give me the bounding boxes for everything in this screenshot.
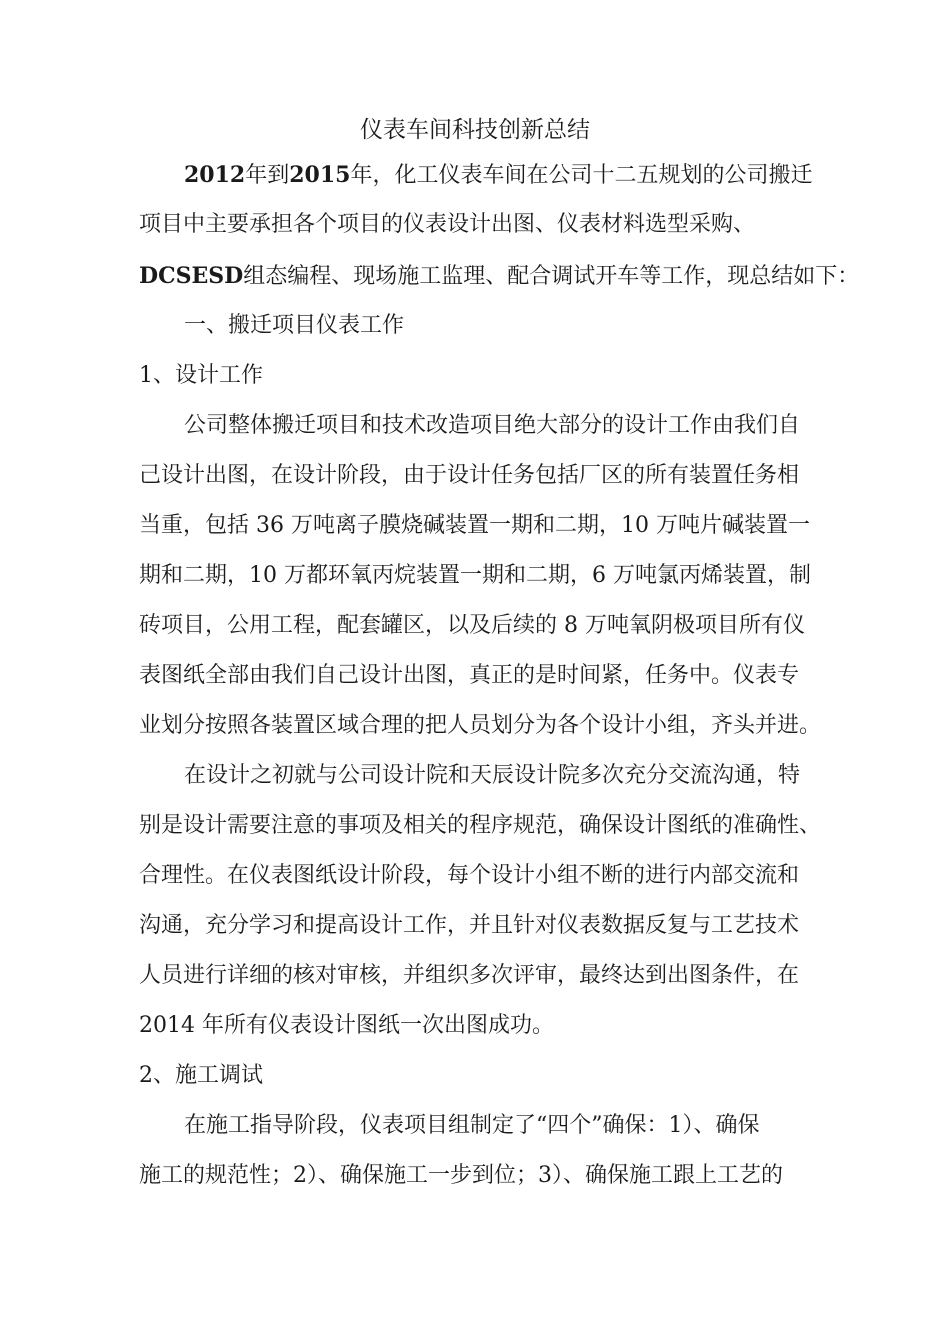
- para1-line: 当重，包括 36 万吨离子膜烧碱装置一期和二期，10 万吨片碱装置一: [139, 513, 810, 538]
- subsection-1-heading: 1、设计工作: [139, 363, 263, 388]
- para2-line: 2014 年所有仪表设计图纸一次出图成功。: [139, 1013, 554, 1038]
- para1-line: 期和二期，10 万都环氧丙烷装置一期和二期，6 万吨氯丙烯装置，制: [139, 563, 811, 588]
- intro-line-3-text: 组态编程、现场施工监理、配合调试开车等工作，现总结如下：: [243, 264, 860, 289]
- para1-line: 表图纸全部由我们自己设计出图，真正的是时间紧，任务中。仪表专: [139, 663, 800, 688]
- para2-line: 人员进行详细的核对审核，并组织多次评审，最终达到出图条件，在: [139, 963, 800, 988]
- intro-text-1: 年到: [245, 163, 290, 188]
- para1-line: 业划分按照各装置区域合理的把人员划分为各个设计小组，齐头并进。: [139, 713, 822, 738]
- para3-line: 在施工指导阶段，仪表项目组制定了“四个”确保：1）、确保: [184, 1113, 760, 1138]
- para1-line: 己设计出图，在设计阶段，由于设计任务包括厂区的所有装置任务相: [139, 463, 800, 488]
- para3-line: 施工的规范性；2）、确保施工一步到位；3）、确保施工跟上工艺的: [139, 1163, 783, 1188]
- intro-dcs: DCSESD: [139, 263, 244, 289]
- section-1-heading: 一、搬迁项目仪表工作: [184, 313, 405, 338]
- para1-line: 公司整体搬迁项目和技术改造项目绝大部分的设计工作由我们自: [184, 413, 801, 438]
- intro-year-end: 2015: [289, 162, 351, 188]
- intro-line-2: 项目中主要承担各个项目的仪表设计出图、仪表材料选型采购、: [139, 212, 756, 237]
- para2-line: 在设计之初就与公司设计院和天辰设计院多次充分交流沟通，特: [184, 763, 801, 788]
- intro-line-1: [184, 158, 813, 193]
- para2-line: 别是设计需要注意的事项及相关的程序规范，确保设计图纸的准确性、: [139, 813, 822, 838]
- intro-text-2: 年，化工仪表车间在公司十二五规划的公司搬迁: [350, 163, 813, 188]
- intro-year-start: 2012: [184, 162, 246, 188]
- para1-line: 砖项目，公用工程，配套罐区，以及后续的 8 万吨氧阴极项目所有仪: [139, 613, 805, 638]
- intro-line-3: [139, 259, 859, 294]
- document-title: 仪表车间科技创新总结: [360, 117, 590, 143]
- para2-line: 合理性。在仪表图纸设计阶段，每个设计小组不断的进行内部交流和: [139, 863, 800, 888]
- para2-line: 沟通，充分学习和提高设计工作，并且针对仪表数据反复与工艺技术: [139, 913, 800, 938]
- subsection-2-heading: 2、施工调试: [139, 1063, 263, 1088]
